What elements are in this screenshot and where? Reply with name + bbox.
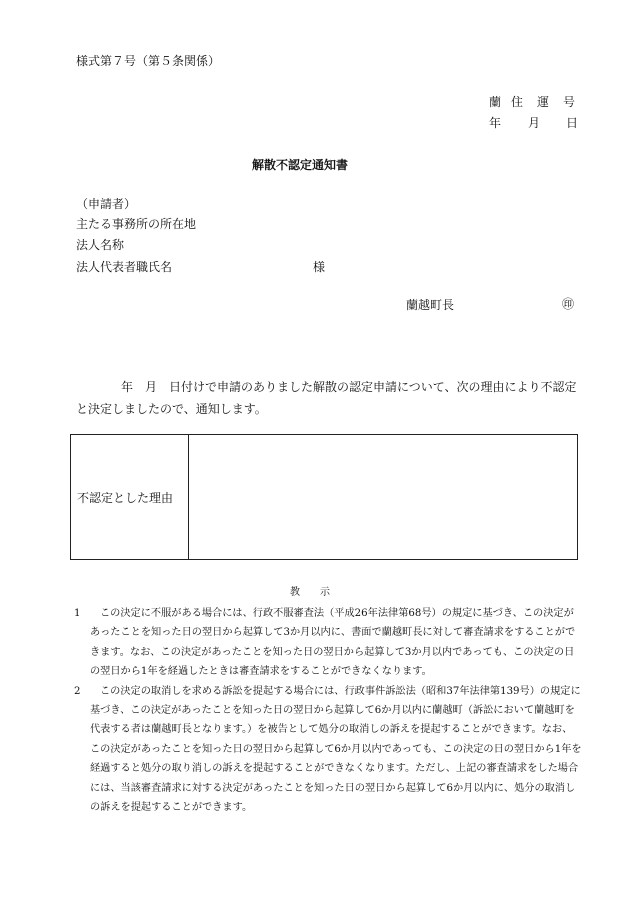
instruction-item bbox=[72, 682, 582, 818]
instruction-number: 2 bbox=[74, 685, 81, 697]
honorific: 様 bbox=[313, 260, 326, 274]
applicant-heading: （申請者） bbox=[76, 197, 137, 211]
docno-char: 運 bbox=[537, 95, 550, 109]
reason-value bbox=[189, 435, 578, 560]
instruction-item bbox=[72, 604, 582, 682]
document-number bbox=[489, 93, 575, 110]
body-text: 年 月 日付けで申請のありました解散の認定申請について、次の理由により不認定と決定しましたので、通知します。 bbox=[76, 380, 577, 416]
office-address-label: 主たる事務所の所在地 bbox=[76, 217, 197, 231]
instruction-heading: 教 示 bbox=[290, 587, 330, 598]
date-line bbox=[489, 114, 578, 131]
representative-label: 法人代表者職氏名 bbox=[76, 260, 173, 274]
instruction-number: 1 bbox=[74, 608, 81, 619]
date-month: 月 bbox=[528, 116, 541, 130]
instructions bbox=[72, 604, 582, 817]
date-year: 年 bbox=[489, 116, 502, 130]
form-number: 様式第７号（第５条関係） bbox=[76, 54, 221, 68]
reason-table bbox=[70, 434, 578, 560]
date-day: 日 bbox=[566, 116, 579, 130]
reason-label: 不認定とした理由 bbox=[71, 435, 189, 560]
page-title: 解散不認定通知書 bbox=[252, 158, 349, 172]
docno-char: 蘭 bbox=[489, 95, 502, 109]
docno-char: 住 bbox=[511, 95, 524, 109]
issuer-name: 蘭越町長 bbox=[406, 298, 455, 312]
corp-name-label: 法人名称 bbox=[76, 238, 125, 252]
seal-mark: ㊞ bbox=[562, 297, 575, 311]
docno-char: 号 bbox=[563, 95, 576, 109]
instruction-text: この決定に不服がある場合には、行政不服審査法（平成26年法律第68号）の規定に基づき、この決定があったことを知った日の翌日から起算して3か月以内に、書面で蘭越町長に対して審査請求をすることができます。なお、この決定があったことを知った日の翌日から起算して3か月以内であっても、この決定の日の翌日から1年を経過したときは審査請求をすることができなくなります。 bbox=[90, 608, 576, 678]
instruction-text: この決定の取消しを求める訴訟を提起する場合には、行政事件訴訟法（昭和37年法律第139号）の規定に基づき、この決定があったことを知った日の翌日から起算して6か月以内に蘭越町（訴訟において蘭越町を代表する者は蘭越町長となります。）を被告として処分の取消しの訴えを提起することができます。なお、この決定があったことを知った日の翌日から起算して6か月以内であっても、この決定の日の翌日から1年を経過すると処分の取り消しの訴えを提起することができなくなります。ただし、上記の審査請求をした場合には、当該審査請求に対する決定があったことを知った日の翌日から起算して6か月以内に、処分の取消しの訴えを提起することができます。 bbox=[90, 685, 582, 814]
